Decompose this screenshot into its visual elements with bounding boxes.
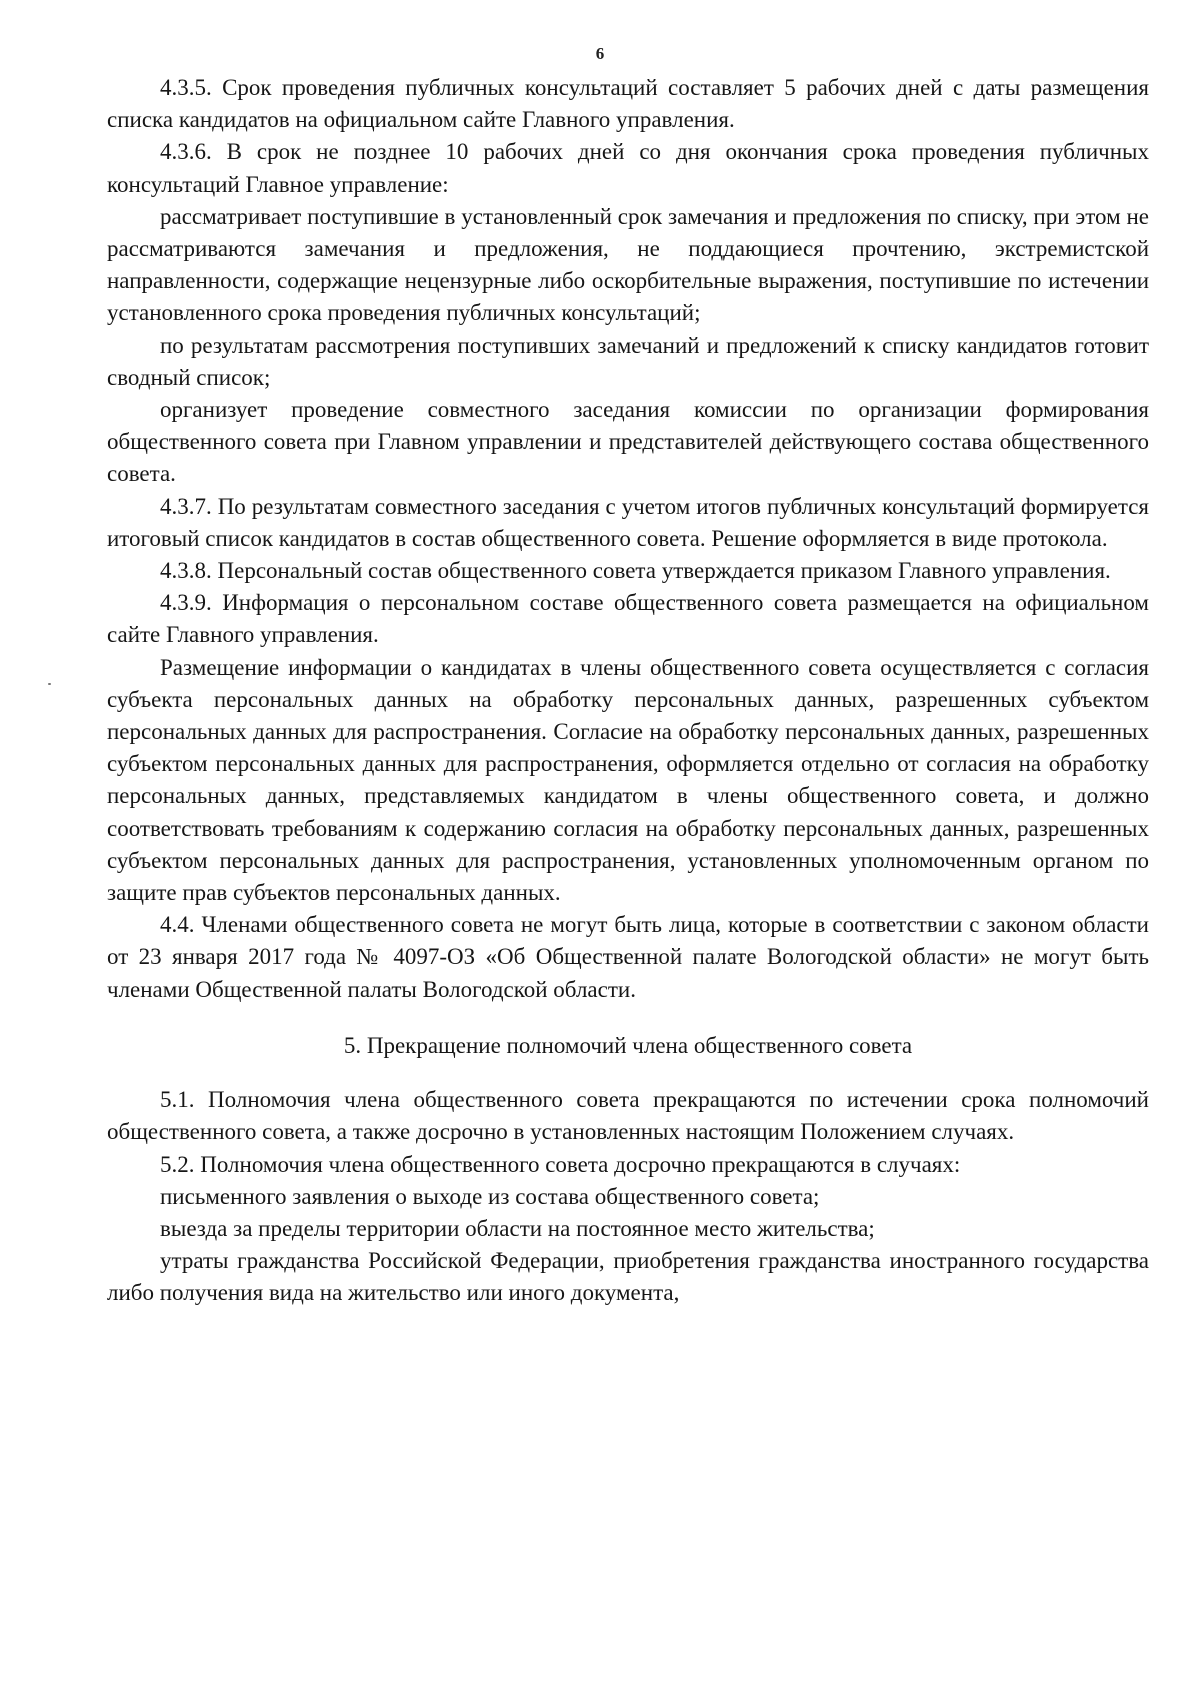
list-item-relocation: выезда за пределы территории области на постоянное место жительства; <box>160 1215 875 1241</box>
paragraph-reviews-comments: рассматривает поступившие в установленный срок замечания и предложения по списку, при этом не рассматриваются замечания и предложения, не поддающиеся прочтению, экстремистской направленности, содержащие нецензурные либо оскорбительные выражения, поступившие по истечении установленного срока проведения публичных консультаций; <box>107 203 1149 326</box>
list-item-written-statement: письменного заявления о выходе из состава общественного совета; <box>160 1183 820 1209</box>
document-body <box>107 72 1149 1310</box>
paragraph-5-2: 5.2. Полномочия члена общественного совета досрочно прекращаются в случаях: <box>160 1151 961 1177</box>
paragraph-personal-data-consent: Размещение информации о кандидатах в члены общественного совета осуществляется с согласия субъекта персональных данных на обработку персональных данных, разрешенных субъектом персональных данных для распространения. Согласие на обработку персональных данных, разрешенных субъектом персональных данных для распространения, оформляется отдельно от согласия на обработку персональных данных, представляемых кандидатом в члены общественного совета, и должно соответствовать требованиям к содержанию согласия на обработку персональных данных, разрешенных субъектом персональных данных для распространения, установленных уполномоченным органом по защите прав субъектов персональных данных. <box>107 654 1149 906</box>
list-item-citizenship: утраты гражданства Российской Федерации, приобретения гражданства иностранного государства либо получения вида на жительство или иного документа, <box>107 1248 1149 1306</box>
page-number: 6 <box>595 44 605 63</box>
paragraph-4-3-5: 4.3.5. Срок проведения публичных консультаций составляет 5 рабочих дней с даты размещения списка кандидатов на официальном сайте Главного управления. <box>107 75 1149 133</box>
scan-speck <box>48 683 51 685</box>
paragraph-joint-meeting: организует проведение совместного заседания комиссии по организации формирования общественного совета при Главном управлении и представителей действующего состава общественного совета. <box>107 397 1149 487</box>
paragraph-summary-list: по результатам рассмотрения поступивших замечаний и предложений к списку кандидатов готовит сводный список; <box>107 332 1149 390</box>
paragraph-4-3-8: 4.3.8. Персональный состав общественного совета утверждается приказом Главного управления. <box>160 558 1111 584</box>
paragraph-4-3-6: 4.3.6. В срок не позднее 10 рабочих дней со дня окончания срока проведения публичных консультаций Главное управление: <box>107 139 1149 197</box>
paragraph-5-1: 5.1. Полномочия члена общественного совета прекращаются по истечении срока полномочий общественного совета, а также досрочно в установленных настоящим Положением случаях. <box>107 1087 1149 1145</box>
paragraph-4-3-7: 4.3.7. По результатам совместного заседания с учетом итогов публичных консультаций формируется итоговый список кандидатов в состав общественного совета. Решение оформляется в виде протокола. <box>107 493 1149 551</box>
section-heading: 5. Прекращение полномочий члена общественного совета <box>343 1032 913 1058</box>
spacer <box>107 1006 1149 1030</box>
paragraph-4-3-9: 4.3.9. Информация о персональном составе общественного совета размещается на официальном сайте Главного управления. <box>107 590 1149 648</box>
paragraph-4-4: 4.4. Членами общественного совета не могут быть лица, которые в соответствии с законом области от 23 января 2017 года № 4097-ОЗ «Об Общественной палате Вологодской области» не могут быть членами Общественной палаты Вологодской области. <box>107 912 1149 1002</box>
spacer <box>107 1062 1149 1084</box>
